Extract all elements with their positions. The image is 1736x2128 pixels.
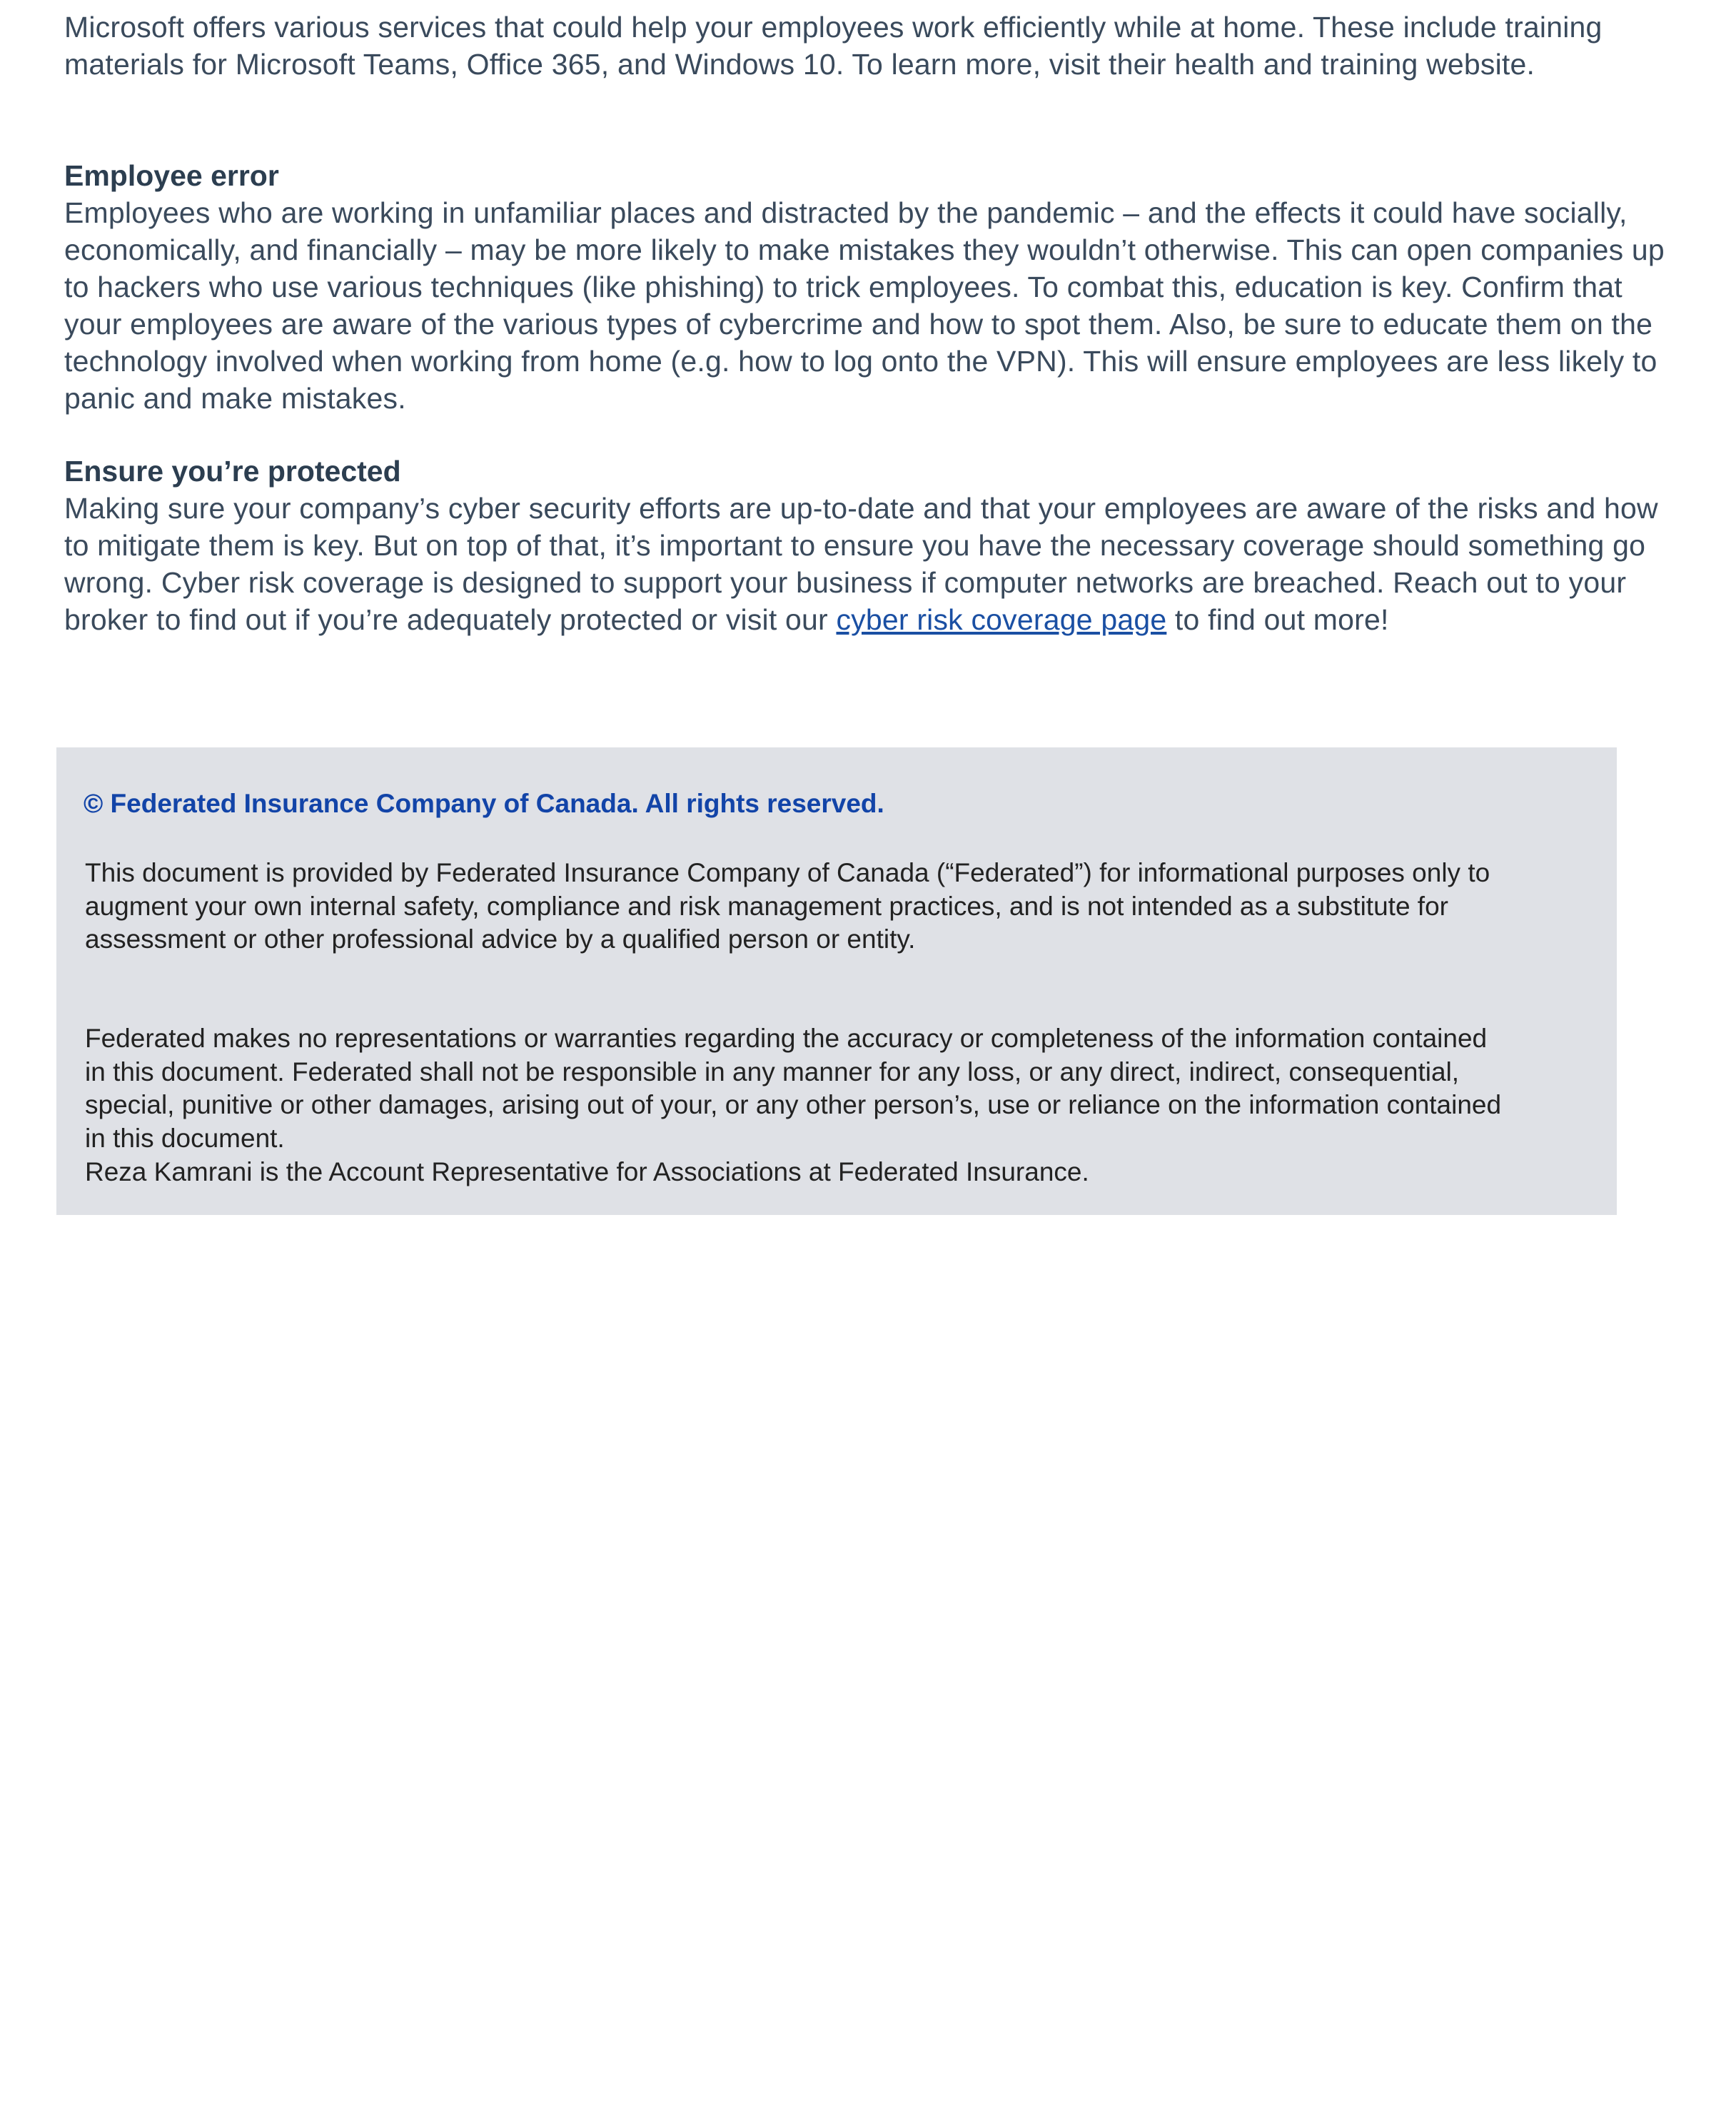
ensure-protected-text-before-link: Making sure your company’s cyber security efforts are up-to-date and that your employees are aware of the risks and how to mitigate them is key. But on top of that, it’s important to ensure you have the necessary coverage should something go wrong. Cyber risk coverage is designed to support your business if computer networks are breached. Reach out to your broker to find out if you’re adequately protected or visit our (64, 492, 1658, 636)
disclaimer-paragraph-liability: Federated makes no representations or warranties regarding the accuracy or completeness of the information contained in this document. Federated shall not be responsible in any manner for any loss, or any direct, indirect, consequential, special, punitive or other damages, arising out of your, or any other person’s, use or reliance on the information contained in this document. (85, 1024, 1502, 1153)
ensure-protected-paragraph (64, 490, 1670, 638)
ensure-protected-heading: Ensure you’re protected (64, 455, 401, 488)
ensure-protected-text-after-link: to find out more! (1166, 603, 1389, 636)
intro-paragraph: Microsoft offers various services that could help your employees work efficiently while at home. These include training materials for Microsoft Teams, Office 365, and Windows 10. To learn more, visit their health and training website. (64, 11, 1603, 81)
author-note: Reza Kamrani is the Account Representative for Associations at Federated Insurance. (85, 1157, 1089, 1186)
copyright-notice: © Federated Insurance Company of Canada. All rights reserved. (84, 789, 884, 818)
employee-error-paragraph: Employees who are working in unfamiliar places and distracted by the pandemic – and the effects it could have socially, economically, and financially – may be more likely to make mistakes they wouldn’t otherwise. This can open companies up to hackers who use various techniques (like phishing) to trick employees. To combat this, education is key. Confirm that your employees are aware of the various types of cybercrime and how to spot them. Also, be sure to educate them on the technology involved when working from home (e.g. how to log onto the VPN). This will ensure employees are less likely to panic and make mistakes. (64, 196, 1665, 415)
disclaimer-box (56, 747, 1617, 1215)
cyber-risk-coverage-link[interactable]: cyber risk coverage page (836, 603, 1167, 636)
employee-error-heading: Employee error (64, 159, 279, 192)
disclaimer-paragraph-informational: This document is provided by Federated Insurance Company of Canada (“Federated”) for informational purposes only to augment your own internal safety, compliance and risk management practices, and is not intended as a substitute for assessment or other professional advice by a qualified person or entity. (85, 858, 1490, 954)
